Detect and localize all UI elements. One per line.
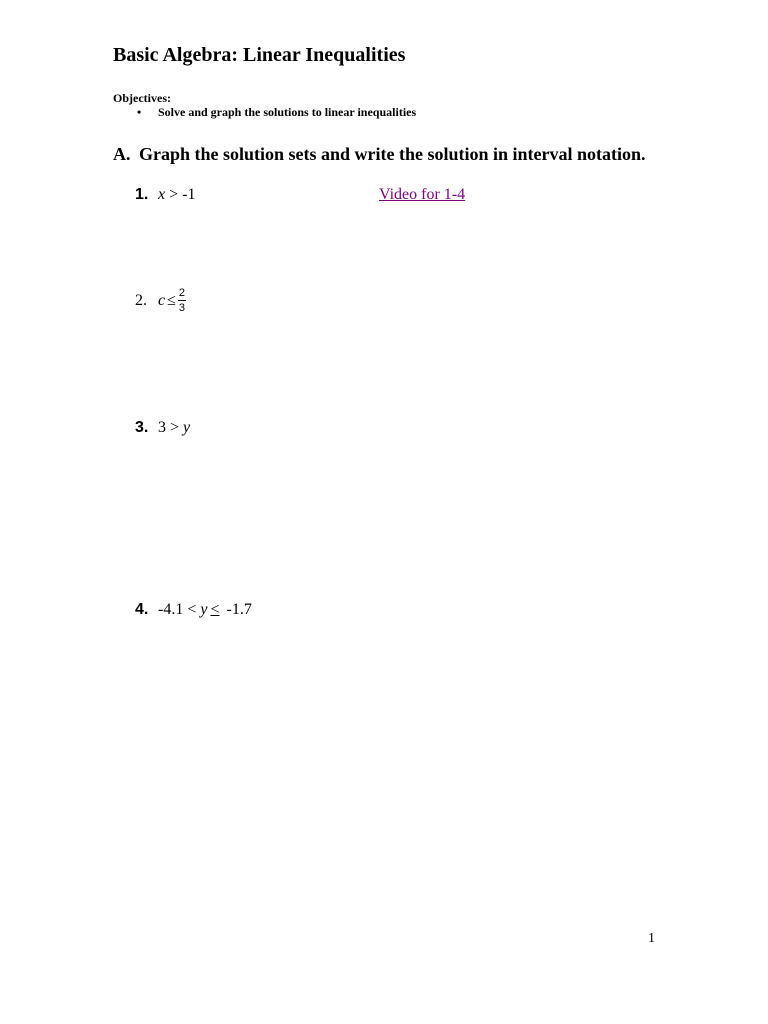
problem-variable: x (158, 186, 166, 203)
section-letter: A. (113, 144, 131, 164)
video-link[interactable]: Video for 1-4 (379, 186, 466, 203)
problem-3 (135, 419, 190, 437)
problem-expression: -4.1 < (158, 601, 201, 618)
objective-item (137, 105, 416, 120)
problem-variable: y (183, 419, 191, 436)
fraction (178, 287, 186, 314)
problem-variable: y (200, 601, 208, 618)
less-equal-symbol: ≤ (167, 291, 176, 309)
problem-expression-rhs: -1.7 (222, 601, 252, 618)
problem-number: 4. (135, 601, 149, 618)
fraction-numerator: 2 (178, 287, 185, 299)
bullet-icon: • (137, 105, 142, 119)
page-number: 1 (648, 931, 655, 946)
page-title: Basic Algebra: Linear Inequalities (113, 44, 406, 66)
fraction-bar (178, 300, 186, 301)
problem-expression: > -1 (165, 186, 196, 203)
problem-number: 2. (135, 291, 147, 309)
fraction-denominator: 3 (178, 302, 185, 314)
problem-number: 3. (135, 419, 149, 436)
less-equal-symbol: < (210, 601, 220, 618)
problem-expression: 3 > (158, 419, 184, 436)
problem-4 (135, 601, 252, 619)
objective-text: Solve and graph the solutions to linear inequalities (158, 105, 417, 119)
problem-variable: c (158, 291, 166, 309)
problem-1 (135, 186, 195, 204)
section-heading (113, 144, 646, 165)
problem-number: 1. (135, 186, 149, 203)
section-heading-text: Graph the solution sets and write the solution in interval notation. (139, 144, 646, 164)
problem-2 (135, 287, 186, 314)
objectives-label: Objectives: (113, 91, 171, 105)
